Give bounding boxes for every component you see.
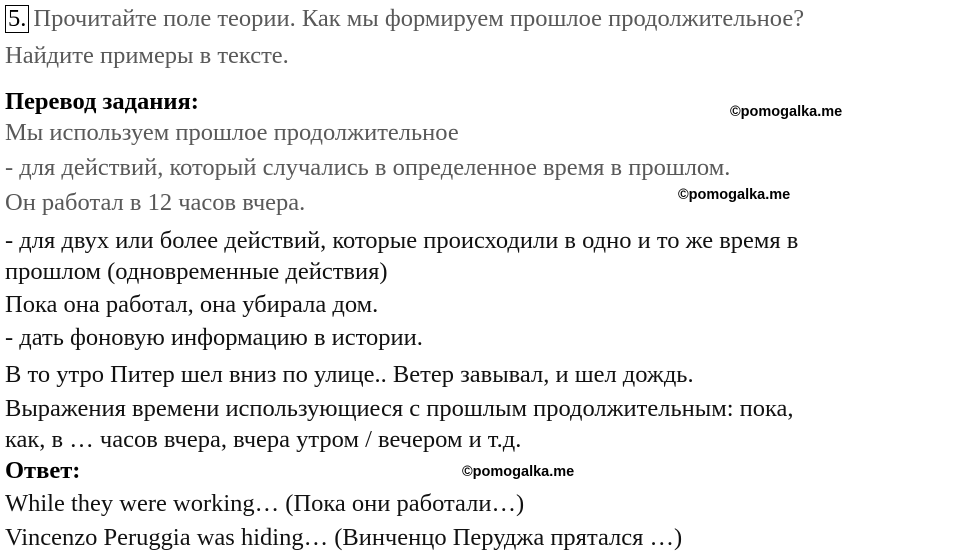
task-title-line-1	[5, 4, 804, 34]
task-title-text: Прочитайте поле теории. Как мы формируем прошлое продолжительное?	[33, 5, 805, 32]
translation-line-5: прошлом (одновременные действия)	[5, 258, 388, 285]
translation-line-9: Выражения времени использующиеся с прошлым продолжительным: пока,	[5, 395, 794, 422]
answer-line-1: While they were working… (Пока они работали…)	[5, 490, 525, 517]
task-number-badge: 5.	[5, 5, 29, 33]
answer-heading: Ответ:	[5, 457, 81, 484]
translation-line-6: Пока она работал, она убирала дом.	[5, 291, 379, 318]
translation-line-3: Он работал в 12 часов вчера.	[5, 189, 306, 216]
translation-line-8: В то утро Питер шел вниз по улице.. Ветер завывал, и шел дождь.	[5, 361, 694, 388]
translation-line-4: - для двух или более действий, которые происходили в одно и то же время в	[5, 227, 799, 254]
translation-line-1: Мы используем прошлое продолжительное	[5, 119, 459, 146]
watermark-3: ©pomogalka.me	[462, 464, 575, 480]
translation-line-2: - для действий, который случались в определенное время в прошлом.	[5, 154, 731, 181]
answer-line-2: Vincenzo Peruggia was hiding… (Винченцо Перуджа прятался …)	[5, 524, 683, 551]
task-title-line-2: Найдите примеры в тексте.	[5, 42, 289, 69]
translation-line-10: как, в … часов вчера, вчера утром / вечером и т.д.	[5, 426, 522, 453]
translation-heading: Перевод задания:	[5, 88, 199, 115]
watermark-2: ©pomogalka.me	[678, 187, 791, 203]
translation-line-7: - дать фоновую информацию в истории.	[5, 324, 423, 351]
watermark-1: ©pomogalka.me	[730, 104, 843, 120]
